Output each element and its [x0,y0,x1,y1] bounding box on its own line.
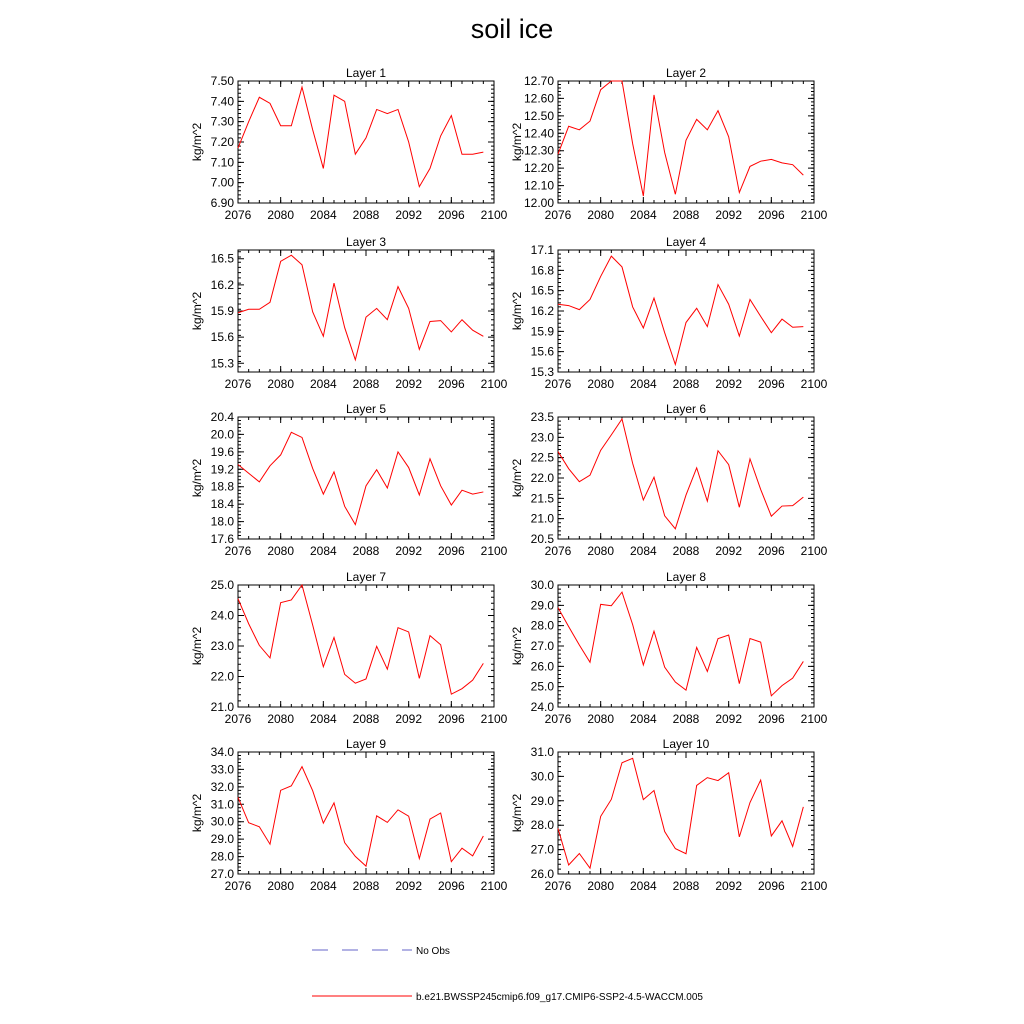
x-tick-label: 2096 [437,544,465,558]
panel-title: Layer 9 [345,737,387,751]
chart-panel-6 [510,402,828,558]
x-tick-label: 2076 [544,377,572,391]
y-tick-label: 29.0 [210,832,234,847]
y-tick-label: 34.0 [210,745,234,759]
x-tick-label: 2092 [395,377,423,391]
y-tick-label: 7.10 [210,155,234,170]
x-tick-label: 2100 [800,712,828,726]
panel-title: Layer 1 [345,66,387,80]
series-line [238,255,483,360]
x-tick-label: 2080 [267,712,295,726]
plot-frame [238,585,494,707]
plot-frame [558,417,814,539]
y-tick-label: 22.0 [530,471,554,485]
y-tick-label: 12.40 [523,126,554,141]
x-tick-label: 2084 [629,879,657,893]
legend-item [312,946,450,957]
panel-title: Layer 7 [345,570,387,584]
x-tick-label: 2080 [267,879,295,893]
y-tick-label: 27.0 [530,639,554,653]
chart-legend [312,946,703,1003]
y-tick-label: 31.0 [530,745,554,759]
y-tick-label: 27.0 [210,867,234,881]
y-axis-label: kg/m^2 [190,122,204,162]
y-tick-label: 31.0 [210,797,234,812]
y-tick-label: 7.50 [210,74,234,88]
x-tick-label: 2092 [395,879,423,893]
x-tick-label: 2100 [480,879,508,893]
y-tick-label: 18.4 [210,497,234,512]
y-tick-label: 26.0 [530,659,554,674]
x-tick-label: 2100 [800,544,828,558]
y-axis-label: kg/m^2 [510,122,524,162]
series-line [238,87,483,187]
y-tick-label: 24.0 [210,608,234,623]
chart-panel-9 [190,737,508,893]
y-tick-label: 21.5 [530,491,554,506]
y-axis-label: kg/m^2 [190,458,204,498]
y-tick-label: 17.6 [210,532,234,546]
y-tick-label: 7.20 [210,135,234,149]
x-minor-ticks [238,417,494,539]
x-tick-label: 2096 [757,208,785,222]
x-minor-ticks [558,752,814,874]
x-tick-label: 2076 [544,544,572,558]
x-tick-label: 2096 [757,544,785,558]
chart-panel-10 [510,737,828,893]
y-tick-label: 21.0 [210,700,234,714]
x-tick-label: 2080 [587,712,615,726]
x-minor-ticks [238,585,494,707]
y-tick-label: 7.30 [210,114,234,129]
x-minor-ticks [238,81,494,203]
x-tick-label: 2076 [224,208,252,222]
x-tick-label: 2080 [267,544,295,558]
y-axis-label: kg/m^2 [510,626,524,666]
x-tick-label: 2084 [309,879,337,893]
series-line [558,592,803,696]
x-tick-label: 2076 [544,712,572,726]
y-tick-label: 19.2 [210,462,234,477]
panel-title: Layer 6 [665,402,707,416]
panel-title: Layer 3 [345,235,387,249]
x-tick-label: 2076 [544,879,572,893]
y-tick-label: 12.10 [523,178,554,193]
y-tick-label: 28.0 [530,618,554,633]
y-tick-label: 18.8 [210,479,234,494]
y-tick-label: 16.5 [530,283,554,298]
x-tick-label: 2092 [395,712,423,726]
legend-label: No Obs [416,946,450,957]
chart-panel-5 [190,402,508,558]
x-minor-ticks [558,417,814,539]
x-tick-label: 2076 [224,712,252,726]
y-tick-label: 29.0 [530,598,554,613]
series-line [238,767,483,867]
y-axis-label: kg/m^2 [510,291,524,331]
y-tick-label: 30.0 [530,578,554,592]
x-tick-label: 2076 [224,377,252,391]
y-tick-label: 30.0 [210,814,234,829]
chart-panel-3 [190,235,508,391]
series-line [558,81,803,196]
x-tick-label: 2084 [309,208,337,222]
x-tick-label: 2088 [352,879,380,893]
y-tick-label: 12.50 [523,108,554,123]
series-line [558,419,803,529]
y-tick-label: 28.0 [530,818,554,833]
x-tick-label: 2076 [224,879,252,893]
x-minor-ticks [238,250,494,372]
y-tick-label: 12.20 [523,161,554,176]
x-tick-label: 2080 [267,377,295,391]
x-tick-label: 2088 [352,712,380,726]
x-tick-label: 2088 [352,208,380,222]
y-tick-label: 20.5 [530,532,554,546]
y-tick-label: 15.6 [530,344,554,359]
y-tick-label: 16.2 [210,277,234,292]
y-axis-label: kg/m^2 [510,793,524,833]
x-tick-label: 2080 [587,544,615,558]
y-tick-label: 32.0 [210,779,234,794]
y-tick-label: 7.00 [210,175,234,190]
chart-panel-2 [510,66,828,222]
chart-panel-4 [510,235,828,391]
y-tick-label: 18.0 [210,514,234,529]
y-tick-label: 22.0 [210,669,234,684]
chart-panel-1 [190,66,508,222]
y-minor-ticks [558,250,814,372]
y-tick-label: 12.70 [523,74,554,88]
y-tick-label: 27.0 [530,842,554,857]
y-tick-label: 12.30 [523,143,554,158]
y-tick-label: 20.4 [210,410,234,424]
y-tick-label: 23.0 [210,639,234,653]
y-tick-label: 25.0 [210,578,234,592]
x-tick-label: 2076 [544,208,572,222]
y-tick-label: 23.5 [530,410,554,424]
y-tick-label: 7.40 [210,94,234,109]
y-minor-ticks [238,585,494,707]
x-tick-label: 2080 [587,879,615,893]
x-tick-label: 2100 [800,879,828,893]
x-tick-label: 2092 [395,208,423,222]
x-tick-label: 2092 [715,208,743,222]
y-tick-label: 12.60 [523,91,554,106]
y-tick-label: 15.6 [210,330,234,345]
y-minor-ticks [238,252,494,372]
y-tick-label: 28.0 [210,849,234,864]
x-tick-label: 2084 [629,544,657,558]
x-tick-label: 2096 [437,377,465,391]
x-tick-label: 2100 [480,544,508,558]
y-tick-label: 17.1 [530,243,554,257]
x-tick-label: 2100 [480,377,508,391]
y-axis-label: kg/m^2 [190,291,204,331]
y-tick-label: 22.5 [530,450,554,465]
x-minor-ticks [558,250,814,372]
x-tick-label: 2096 [757,879,785,893]
series-line [558,758,803,868]
y-tick-label: 23.0 [530,430,554,445]
y-tick-label: 33.0 [210,762,234,777]
series-line [238,585,483,694]
x-tick-label: 2080 [267,208,295,222]
series-line [238,432,483,524]
x-tick-label: 2076 [224,544,252,558]
x-tick-label: 2096 [437,712,465,726]
y-tick-label: 16.5 [210,251,234,266]
y-axis-label: kg/m^2 [190,793,204,833]
panel-title: Layer 2 [665,66,707,80]
y-tick-label: 29.0 [530,793,554,808]
y-tick-label: 15.3 [530,365,554,379]
x-tick-label: 2080 [587,377,615,391]
panel-title: Layer 4 [665,235,707,249]
y-tick-label: 25.0 [530,679,554,694]
x-tick-label: 2084 [629,377,657,391]
x-tick-label: 2088 [672,879,700,893]
x-tick-label: 2088 [672,377,700,391]
y-minor-ticks [238,81,494,203]
y-tick-label: 15.3 [210,356,234,371]
y-tick-label: 15.9 [210,304,234,318]
figure-title: soil ice [470,14,554,44]
x-tick-label: 2084 [629,712,657,726]
y-minor-ticks [558,752,814,874]
y-tick-label: 19.6 [210,444,234,459]
x-tick-label: 2084 [309,544,337,558]
panel-title: Layer 5 [345,402,387,416]
y-axis-label: kg/m^2 [190,626,204,666]
x-tick-label: 2088 [672,208,700,222]
y-tick-label: 16.2 [530,304,554,318]
y-axis-label: kg/m^2 [510,458,524,498]
x-tick-label: 2084 [309,377,337,391]
panel-title: Layer 10 [662,737,710,751]
x-tick-label: 2096 [437,208,465,222]
chart-panels [190,66,828,893]
x-tick-label: 2088 [352,544,380,558]
y-minor-ticks [558,417,814,539]
x-tick-label: 2096 [757,712,785,726]
x-tick-label: 2084 [309,712,337,726]
y-tick-label: 24.0 [530,700,554,714]
panel-title: Layer 8 [665,570,707,584]
plot-frame [558,250,814,372]
y-tick-label: 21.0 [530,511,554,526]
x-tick-label: 2100 [800,208,828,222]
chart-panel-7 [190,570,508,726]
plot-frame [238,81,494,203]
x-tick-label: 2088 [672,544,700,558]
x-tick-label: 2100 [480,208,508,222]
y-tick-label: 15.9 [530,324,554,339]
x-tick-label: 2092 [715,544,743,558]
x-tick-label: 2100 [800,377,828,391]
x-tick-label: 2092 [715,712,743,726]
x-tick-label: 2092 [715,377,743,391]
y-minor-ticks [238,417,494,539]
x-tick-label: 2096 [757,377,785,391]
y-tick-label: 6.90 [210,196,234,210]
x-tick-label: 2080 [587,208,615,222]
plot-frame [238,250,494,372]
x-tick-label: 2092 [395,544,423,558]
legend-item [312,992,703,1003]
plot-frame [558,752,814,874]
x-tick-label: 2084 [629,208,657,222]
x-tick-label: 2096 [437,879,465,893]
x-tick-label: 2088 [672,712,700,726]
y-tick-label: 12.00 [523,196,554,210]
y-tick-label: 30.0 [530,769,554,784]
y-tick-label: 20.0 [210,427,234,442]
legend-label: b.e21.BWSSP245cmip6.f09_g17.CMIP6-SSP2-4.5-WACCM.005 [416,992,703,1003]
series-line [558,256,803,364]
chart-panel-8 [510,570,828,726]
x-tick-label: 2100 [480,712,508,726]
y-tick-label: 16.8 [530,263,554,278]
x-tick-label: 2088 [352,377,380,391]
x-tick-label: 2092 [715,879,743,893]
plot-frame [238,417,494,539]
y-tick-label: 26.0 [530,867,554,881]
